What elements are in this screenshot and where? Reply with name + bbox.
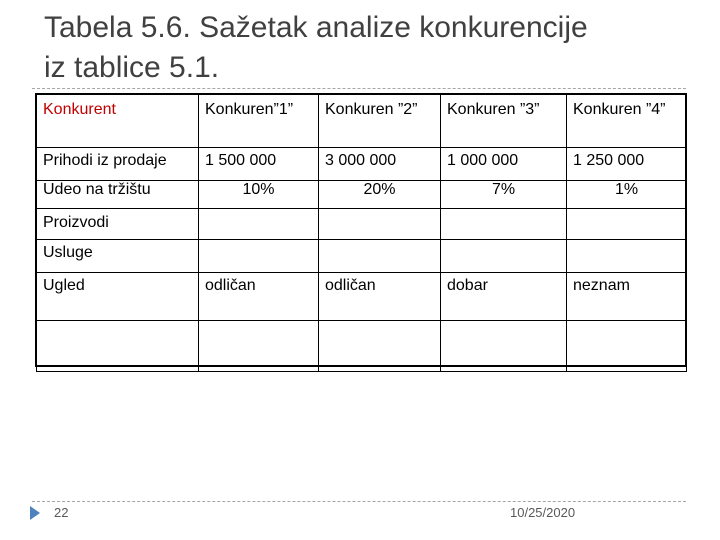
table-cell: odličan bbox=[199, 273, 319, 321]
table-cell bbox=[567, 240, 687, 273]
row-label: Udeo na tržištu bbox=[37, 181, 199, 209]
slide-title bbox=[44, 8, 704, 88]
table-cell: 10% bbox=[199, 181, 319, 209]
table-row-prihodi bbox=[37, 148, 687, 181]
table-cell: 1 500 000 bbox=[199, 148, 319, 181]
table-cell bbox=[567, 321, 687, 372]
table-cell: dobar bbox=[441, 273, 567, 321]
table-cell bbox=[441, 321, 567, 372]
table-row-udeo bbox=[37, 181, 687, 209]
arrow-right-icon bbox=[30, 506, 40, 520]
table-header-row bbox=[37, 95, 687, 148]
table-cell: odličan bbox=[319, 273, 441, 321]
table-row-empty bbox=[37, 321, 687, 372]
row-label bbox=[37, 321, 199, 372]
table-cell bbox=[441, 209, 567, 240]
page-number: 22 bbox=[54, 505, 69, 520]
row-label: Proizvodi bbox=[37, 209, 199, 240]
slide-title-line-2: iz tablice 5.1. bbox=[44, 51, 220, 84]
footer-divider bbox=[32, 501, 686, 502]
table-cell: neznam bbox=[567, 273, 687, 321]
header-cell-competitor-2: Konkuren ”2” bbox=[319, 95, 441, 148]
header-cell-competitor-1: Konkuren”1” bbox=[199, 95, 319, 148]
row-label: Prihodi iz prodaje bbox=[37, 148, 199, 181]
header-cell-competitor-4: Konkuren ”4” bbox=[567, 95, 687, 148]
table-cell bbox=[319, 240, 441, 273]
competition-table bbox=[36, 94, 687, 372]
table-cell bbox=[319, 321, 441, 372]
table-cell bbox=[199, 321, 319, 372]
table-cell: 1 000 000 bbox=[441, 148, 567, 181]
table-cell bbox=[319, 209, 441, 240]
title-divider bbox=[32, 88, 686, 89]
row-label: Usluge bbox=[37, 240, 199, 273]
table-row-ugled bbox=[37, 273, 687, 321]
table-cell bbox=[199, 209, 319, 240]
table-cell: 1 250 000 bbox=[567, 148, 687, 181]
header-cell-competitor-3: Konkuren ”3” bbox=[441, 95, 567, 148]
table-cell bbox=[567, 209, 687, 240]
table-cell: 20% bbox=[319, 181, 441, 209]
table-cell: 3 000 000 bbox=[319, 148, 441, 181]
footer-date: 10/25/2020 bbox=[510, 505, 576, 520]
row-label: Ugled bbox=[37, 273, 199, 321]
header-cell-konkurent: Konkurent bbox=[37, 95, 199, 148]
table-cell: 1% bbox=[567, 181, 687, 209]
table-row-usluge bbox=[37, 240, 687, 273]
table-cell bbox=[441, 240, 567, 273]
table-row-proizvodi bbox=[37, 209, 687, 240]
table-cell: 7% bbox=[441, 181, 567, 209]
slide-title-line-1: Tabela 5.6. Sažetak analize konkurencije bbox=[44, 11, 588, 44]
table-cell bbox=[199, 240, 319, 273]
